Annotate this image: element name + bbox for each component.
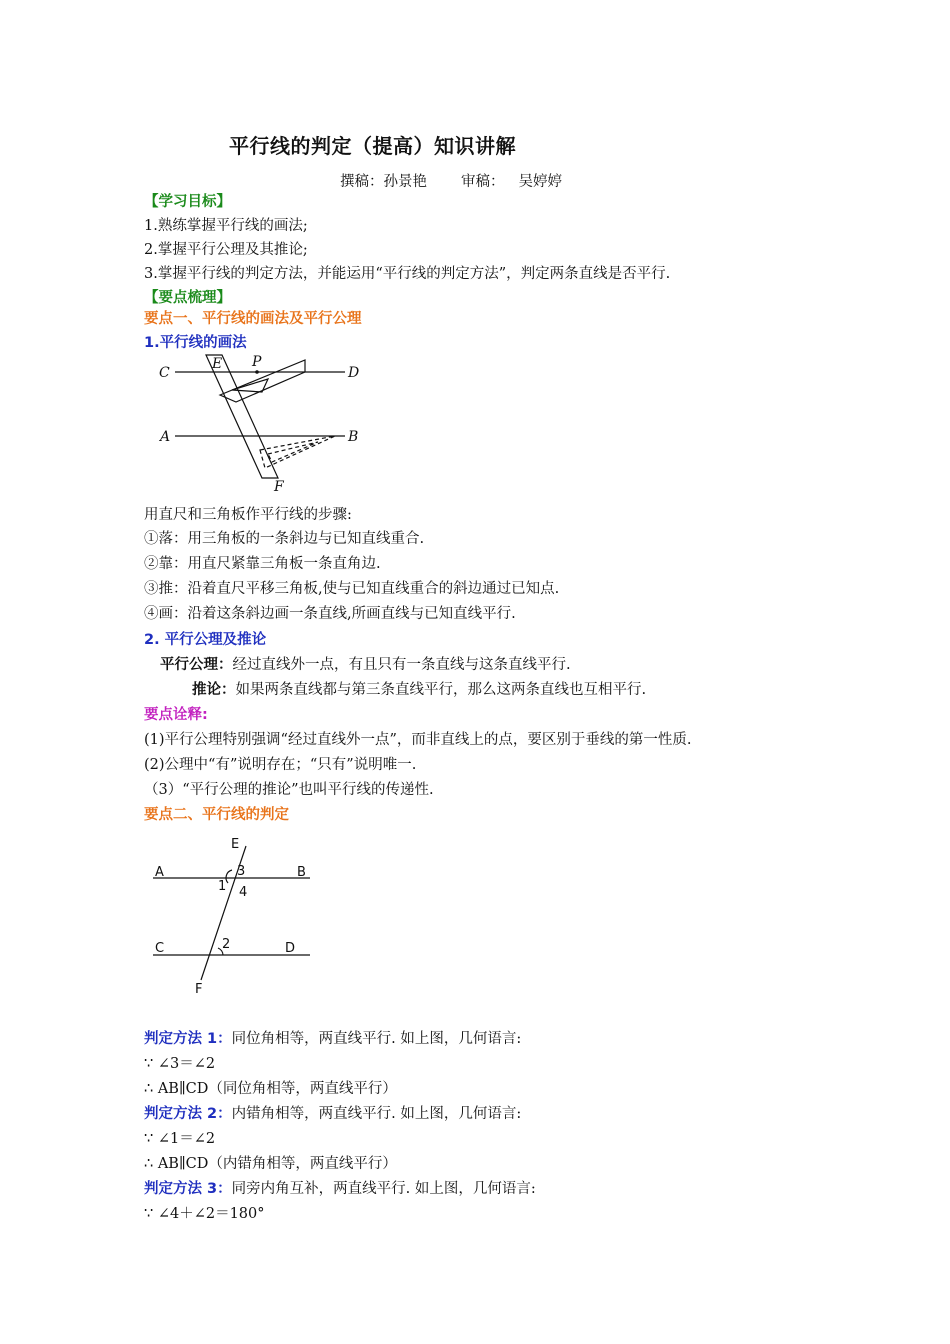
label-c: C — [155, 941, 165, 956]
point1-heading: 要点一、平行线的画法及平行公理 — [144, 311, 362, 327]
goal-item-3: 3.掌握平行线的判定方法，并能运用“平行线的判定方法”，判定两条直线是否平行. — [144, 266, 671, 282]
method-1 — [144, 1029, 521, 1049]
label-f: F — [274, 479, 284, 495]
note-3: （3）“平行公理的推论”也叫平行线的传递性. — [144, 782, 434, 798]
corollary — [192, 680, 646, 700]
goal-item-1: 1.熟练掌握平行线的画法; — [144, 218, 308, 234]
method-3 — [144, 1179, 536, 1199]
steps-intro: 用直尺和三角板作平行线的步骤: — [144, 507, 352, 523]
method-2-therefore: ∴ AB∥CD（内错角相等，两直线平行） — [144, 1156, 397, 1172]
method-1-therefore: ∴ AB∥CD（同位角相等，两直线平行） — [144, 1081, 397, 1097]
goals-heading: 【学习目标】 — [144, 194, 231, 210]
label-2: 2 — [222, 937, 231, 952]
method-2 — [144, 1104, 521, 1124]
point-p — [255, 370, 259, 374]
corollary-label: 推论： — [192, 682, 236, 698]
reviewer-label: 审稿： — [461, 174, 505, 190]
label-b: B — [348, 429, 359, 445]
method-1-because: ∵ ∠3＝∠2 — [144, 1056, 216, 1072]
point2-heading: 要点二、平行线的判定 — [144, 807, 289, 823]
label-e: E — [231, 837, 240, 852]
author-label: 撰稿： — [340, 174, 384, 190]
method-1-text: 同位角相等，两直线平行. 如上图，几何语言: — [231, 1031, 522, 1047]
angle-arc-1 — [226, 870, 232, 883]
points-heading: 【要点梳理】 — [144, 290, 231, 306]
note-1: (1)平行公理特别强调“经过直线外一点”，而非直线上的点，要区别于垂线的第一性质. — [144, 732, 692, 748]
label-c: C — [159, 365, 170, 381]
label-b: B — [297, 865, 306, 880]
ruler-triangle-figure — [150, 350, 370, 495]
axiom-text: 经过直线外一点，有且只有一条直线与这条直线平行. — [232, 657, 571, 673]
reviewer-name: 吴婷婷 — [518, 174, 562, 190]
triangle-inner — [232, 379, 268, 392]
axiom — [160, 655, 571, 675]
label-3: 3 — [237, 864, 246, 879]
method-1-label: 判定方法 1： — [144, 1031, 232, 1047]
method-3-label: 判定方法 3： — [144, 1181, 232, 1197]
method-2-because: ∵ ∠1＝∠2 — [144, 1131, 216, 1147]
axiom-label: 平行公理： — [160, 657, 233, 673]
method-2-text: 内错角相等，两直线平行. 如上图，几何语言: — [231, 1106, 522, 1122]
point1-sub1: 1.平行线的画法 — [144, 335, 247, 351]
author-name: 孙景艳 — [383, 174, 427, 190]
label-e: E — [212, 356, 223, 372]
point1-sub2: 2. 平行公理及推论 — [144, 632, 267, 648]
method-2-label: 判定方法 2： — [144, 1106, 232, 1122]
method-3-text: 同旁内角互补，两直线平行. 如上图，几何语言: — [231, 1181, 536, 1197]
label-p: P — [252, 354, 262, 370]
byline — [340, 170, 562, 191]
step-1: ①落：用三角板的一条斜边与已知直线重合. — [144, 531, 425, 547]
triangle-dashed-inner — [268, 442, 318, 462]
label-d: D — [285, 941, 296, 956]
transversal-figure — [145, 830, 315, 1000]
label-d: D — [348, 365, 360, 381]
page-title: 平行线的判定（提高）知识讲解 — [229, 134, 516, 158]
notes-heading: 要点诠释: — [144, 707, 208, 723]
corollary-text: 如果两条直线都与第三条直线平行，那么这两条直线也互相平行. — [235, 682, 647, 698]
method-3-because: ∵ ∠4＋∠2＝180° — [144, 1206, 265, 1222]
step-4: ④画：沿着这条斜边画一条直线,所画直线与已知直线平行. — [144, 606, 516, 622]
label-f: F — [195, 982, 203, 997]
step-3: ③推：沿着直尺平移三角板,使与已知直线重合的斜边通过已知点. — [144, 581, 560, 597]
goal-item-2: 2.掌握平行公理及其推论; — [144, 242, 308, 258]
label-4: 4 — [239, 885, 248, 900]
note-2: (2)公理中“有”说明存在；“只有”说明唯一. — [144, 757, 417, 773]
step-2: ②靠：用直尺紧靠三角板一条直角边. — [144, 556, 381, 572]
ruler — [206, 355, 278, 478]
label-a: A — [155, 865, 164, 880]
label-1: 1 — [218, 879, 227, 894]
label-a: A — [160, 429, 171, 445]
